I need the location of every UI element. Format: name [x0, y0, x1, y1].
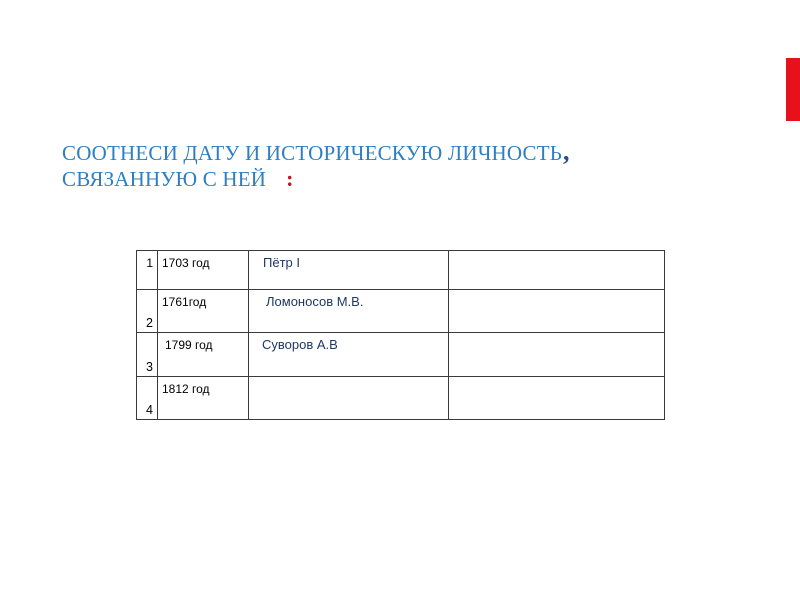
date-cell	[158, 290, 249, 333]
row-number: 2	[146, 316, 153, 330]
title-line-1-text: СООТНЕСИ ДАТУ И ИСТОРИЧЕСКУЮ ЛИЧНОСТЬ	[62, 141, 563, 165]
person-text: Ломоносов М.В.	[266, 294, 364, 309]
red-accent-bar	[786, 58, 800, 121]
row-number-cell	[137, 290, 158, 333]
person-text: Пётр I	[263, 255, 300, 270]
date-cell	[158, 251, 249, 290]
person-text: Суворов А.В	[262, 337, 338, 352]
row-number: 1	[146, 256, 153, 270]
matching-table	[136, 250, 665, 420]
person-cell	[249, 333, 449, 377]
row-number-cell	[137, 333, 158, 377]
title-colon: :	[286, 166, 294, 191]
date-text: 1812 год	[162, 382, 210, 396]
title-line-2-text: СВЯЗАННУЮ С НЕЙ	[62, 167, 267, 191]
row-number-cell	[137, 251, 158, 290]
row-number: 4	[146, 403, 153, 417]
table-row	[137, 251, 665, 290]
person-cell	[249, 290, 449, 333]
date-text: 1761год	[162, 295, 207, 309]
row-number: 3	[146, 360, 153, 374]
date-text: 1703 год	[162, 256, 210, 270]
table-row	[137, 377, 665, 420]
slide-title	[62, 139, 702, 192]
date-text: 1799 год	[165, 338, 213, 352]
table-row	[137, 290, 665, 333]
date-cell	[158, 377, 249, 420]
title-line-2	[62, 166, 702, 192]
title-line-1	[62, 139, 702, 166]
answer-cell[interactable]	[449, 377, 665, 420]
answer-cell[interactable]	[449, 333, 665, 377]
table-row	[137, 333, 665, 377]
person-cell	[249, 251, 449, 290]
person-text	[249, 377, 448, 381]
title-comma: ,	[563, 137, 570, 166]
answer-cell[interactable]	[449, 251, 665, 290]
row-number-cell	[137, 377, 158, 420]
date-cell	[158, 333, 249, 377]
person-cell[interactable]	[249, 377, 449, 420]
answer-cell[interactable]	[449, 290, 665, 333]
